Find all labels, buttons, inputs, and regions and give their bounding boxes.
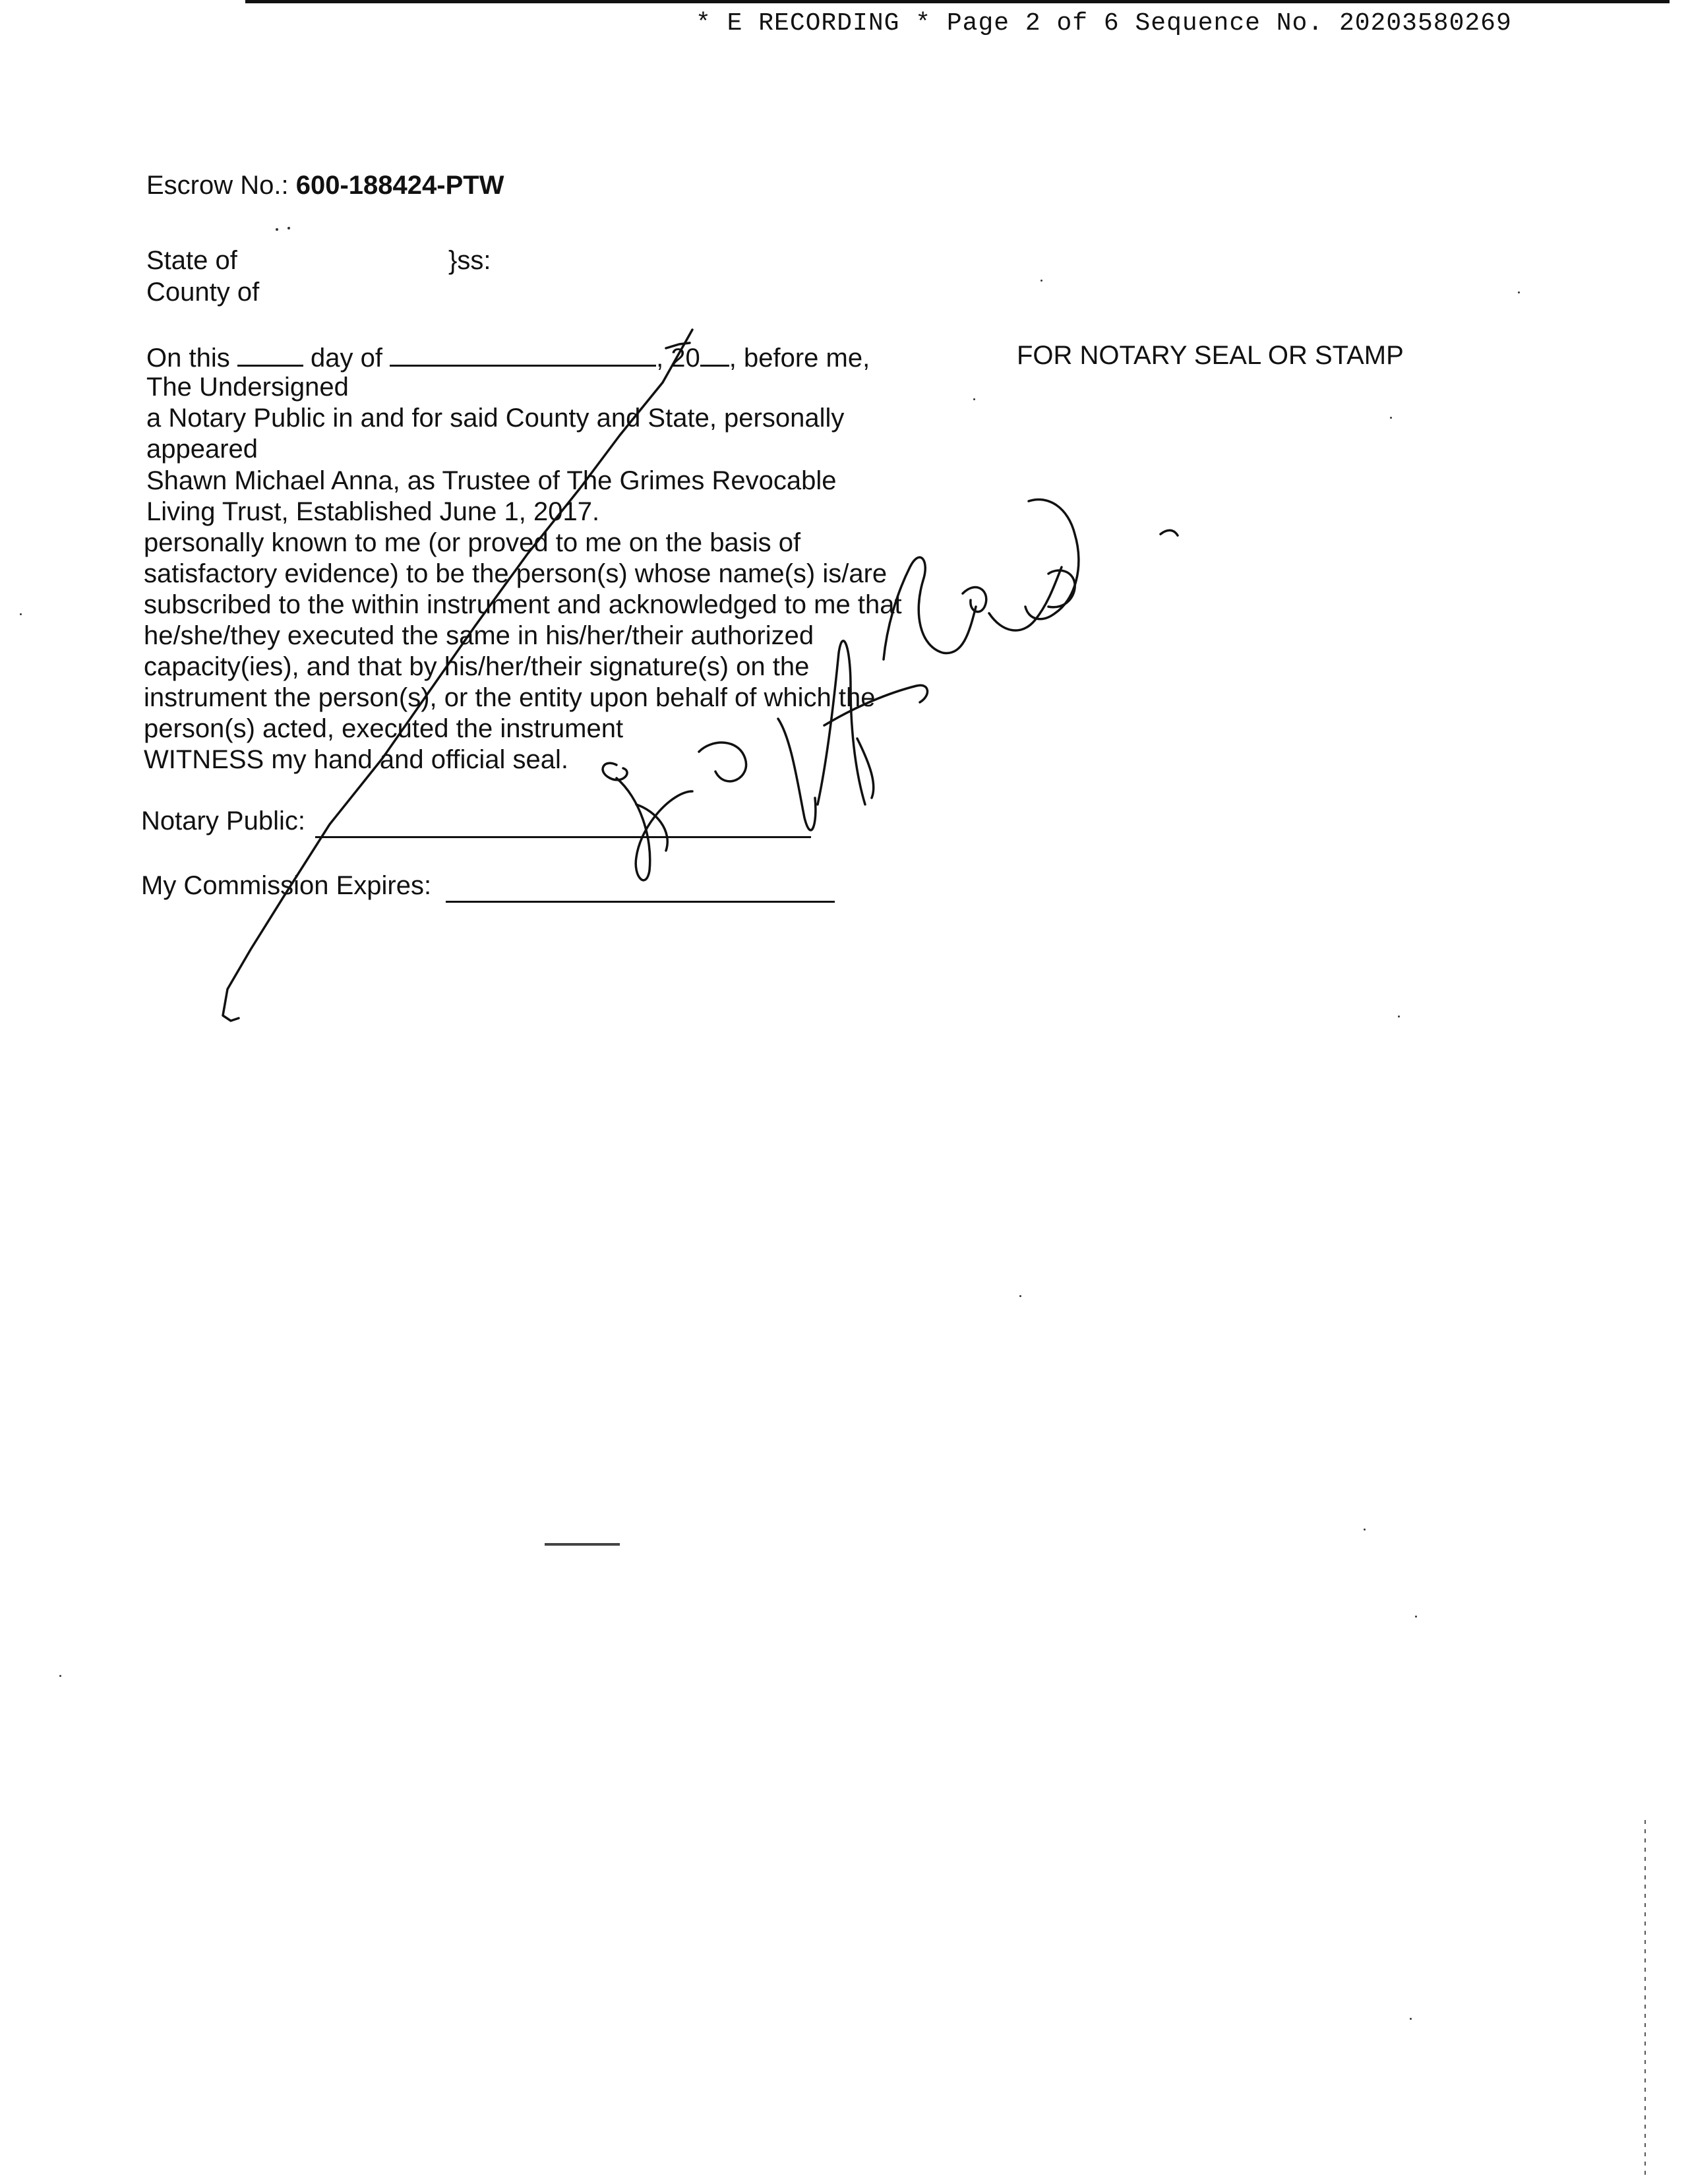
- escrow-number: 600-188424-PTW: [295, 171, 504, 200]
- scan-speck: [1364, 1529, 1366, 1531]
- notary-public-label: Notary Public:: [141, 806, 305, 835]
- body-line: person(s) acted, executed the instrument: [144, 714, 624, 743]
- scan-speck: [1040, 280, 1042, 282]
- ss-mark: }ss:: [448, 246, 491, 275]
- scan-speck: [1518, 291, 1520, 293]
- escrow-line: [146, 170, 504, 200]
- before-me-text: , before me,: [729, 344, 870, 373]
- notary-clause: a Notary Public in and for said County and State, personally: [146, 404, 845, 433]
- scan-speck: [1398, 1016, 1400, 1017]
- body-line: instrument the person(s), or the entity upon behalf of which the: [144, 683, 876, 712]
- scan-speck: [20, 613, 22, 615]
- day-blank[interactable]: [237, 341, 303, 367]
- recording-stamp: * E RECORDING * Page 2 of 6 Sequence No. 20203580269: [696, 9, 1512, 38]
- escrow-label: Escrow No.:: [146, 171, 289, 200]
- date-line: [146, 341, 870, 373]
- signer-line-2: Living Trust, Established June 1, 2017.: [146, 497, 600, 526]
- county-label: County of: [146, 278, 260, 307]
- body-line: subscribed to the within instrument and acknowledged to me that: [144, 590, 902, 619]
- notary-seal-label: FOR NOTARY SEAL OR STAMP: [1017, 341, 1404, 370]
- witness-line: WITNESS my hand and official seal.: [144, 745, 568, 774]
- year-blank[interactable]: [700, 341, 729, 367]
- scan-edge-marks: [1644, 1820, 1646, 2176]
- commission-date-line[interactable]: [446, 899, 835, 903]
- scan-speck: [276, 228, 278, 231]
- day-of-text: day of: [310, 344, 382, 373]
- officer-name: The Undersigned: [146, 373, 349, 402]
- appeared-text: appeared: [146, 435, 258, 464]
- scan-speck: [1415, 1616, 1417, 1618]
- scan-speck: [1390, 417, 1392, 419]
- scan-smudge: [545, 1543, 620, 1546]
- on-this-text: On this: [146, 344, 230, 373]
- state-label: State of: [146, 246, 237, 275]
- scan-speck: [59, 1675, 61, 1677]
- commission-expires-label: My Commission Expires:: [141, 871, 432, 900]
- notary-signature-line[interactable]: [315, 835, 811, 838]
- body-line: he/she/they executed the same in his/her/their authorized: [144, 621, 814, 650]
- scan-speck: [973, 398, 975, 400]
- scan-speck: [1019, 1295, 1021, 1297]
- body-line: capacity(ies), and that by his/her/their signature(s) on the: [144, 652, 810, 681]
- body-line: satisfactory evidence) to be the person(s) whose name(s) is/are: [144, 559, 888, 588]
- signer-line-1: Shawn Michael Anna, as Trustee of The Grimes Revocable: [146, 466, 837, 495]
- month-blank[interactable]: [390, 341, 656, 367]
- scan-speck: [1410, 2018, 1412, 2020]
- top-rule: [245, 0, 1670, 3]
- body-line: personally known to me (or proved to me on the basis of: [144, 528, 801, 557]
- scan-speck: [287, 227, 290, 229]
- year-prefix-text: , 20: [656, 344, 700, 373]
